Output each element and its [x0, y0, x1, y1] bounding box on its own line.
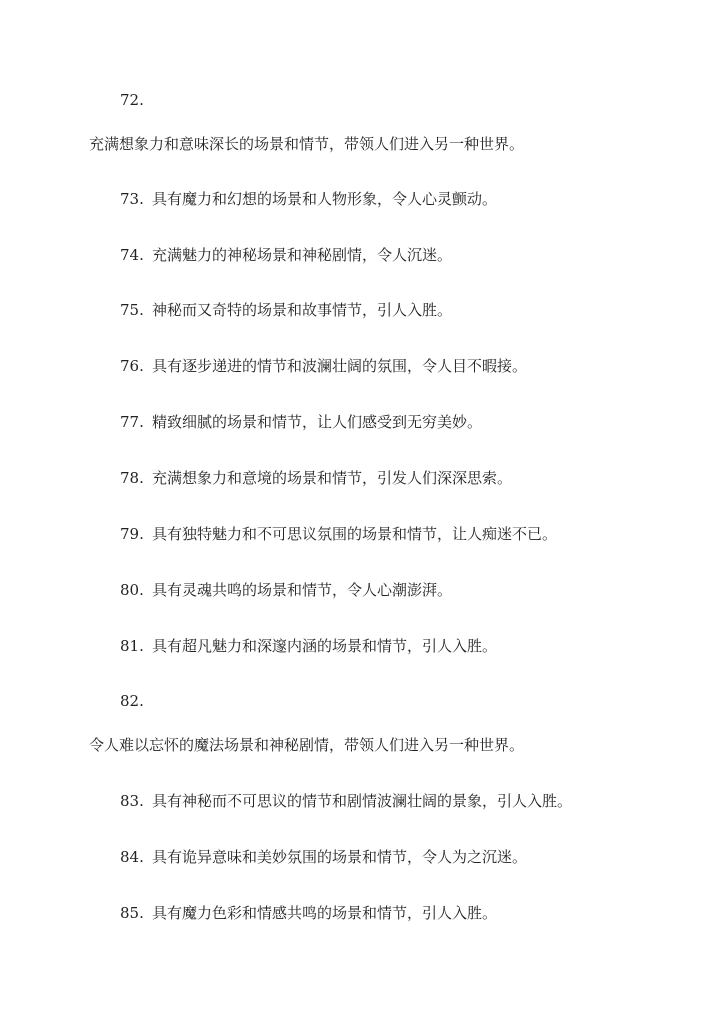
- item-text: 令人难以忘怀的魔法场景和神秘剧情，带领人们进入另一种世界。: [89, 736, 525, 754]
- item-text: 充满想象力和意味深长的场景和情节，带领人们进入另一种世界。: [89, 135, 525, 153]
- item-text: 具有神秘而不可思议的情节和剧情波澜壮阔的景象，引人入胜。: [152, 792, 573, 810]
- item-number: 84.: [120, 848, 144, 866]
- item-number: 75.: [120, 301, 144, 319]
- item-number: 79.: [120, 525, 144, 543]
- list-item: [120, 580, 452, 600]
- item-number: 73.: [120, 190, 144, 208]
- item-number: 82.: [120, 692, 144, 710]
- item-text: 具有独特魅力和不可思议氛围的场景和情节，让人痴迷不已。: [152, 525, 558, 543]
- item-number: 72.: [120, 91, 144, 109]
- item-text: 具有魔力色彩和情感共鸣的场景和情节，引人入胜。: [152, 904, 498, 922]
- list-item: [120, 412, 482, 432]
- item-number: 81.: [120, 637, 144, 655]
- list-item: [120, 903, 497, 923]
- list-item: [120, 791, 572, 811]
- item-text: 充满魅力的神秘场景和神秘剧情，令人沉迷。: [152, 246, 453, 264]
- item-number: 80.: [120, 581, 144, 599]
- list-item: [120, 245, 452, 265]
- item-text: 精致细腻的场景和情节，让人们感受到无穷美妙。: [152, 413, 483, 431]
- item-number: 83.: [120, 792, 144, 810]
- list-item: [120, 300, 452, 320]
- list-item: [120, 468, 512, 488]
- item-number: 85.: [120, 904, 144, 922]
- list-item: [120, 189, 497, 209]
- list-item: [120, 356, 527, 376]
- item-number: 76.: [120, 357, 144, 375]
- list-item: [120, 524, 557, 544]
- item-text: 具有魔力和幻想的场景和人物形象，令人心灵颤动。: [152, 190, 498, 208]
- item-text: 具有灵魂共鸣的场景和情节，令人心潮澎湃。: [152, 581, 453, 599]
- item-number: 78.: [120, 469, 144, 487]
- item-text: 神秘而又奇特的场景和故事情节，引人入胜。: [152, 301, 453, 319]
- item-text: 具有超凡魅力和深邃内涵的场景和情节，引人入胜。: [152, 637, 498, 655]
- item-text: 具有逐步递进的情节和波澜壮阔的氛围，令人目不暇接。: [152, 357, 528, 375]
- list-item: [120, 847, 527, 867]
- item-number: 74.: [120, 246, 144, 264]
- item-text: 充满想象力和意境的场景和情节，引发人们深深思索。: [152, 469, 513, 487]
- item-number: 77.: [120, 413, 144, 431]
- item-text: 具有诡异意味和美妙氛围的场景和情节，令人为之沉迷。: [152, 848, 528, 866]
- list-item: [120, 636, 497, 656]
